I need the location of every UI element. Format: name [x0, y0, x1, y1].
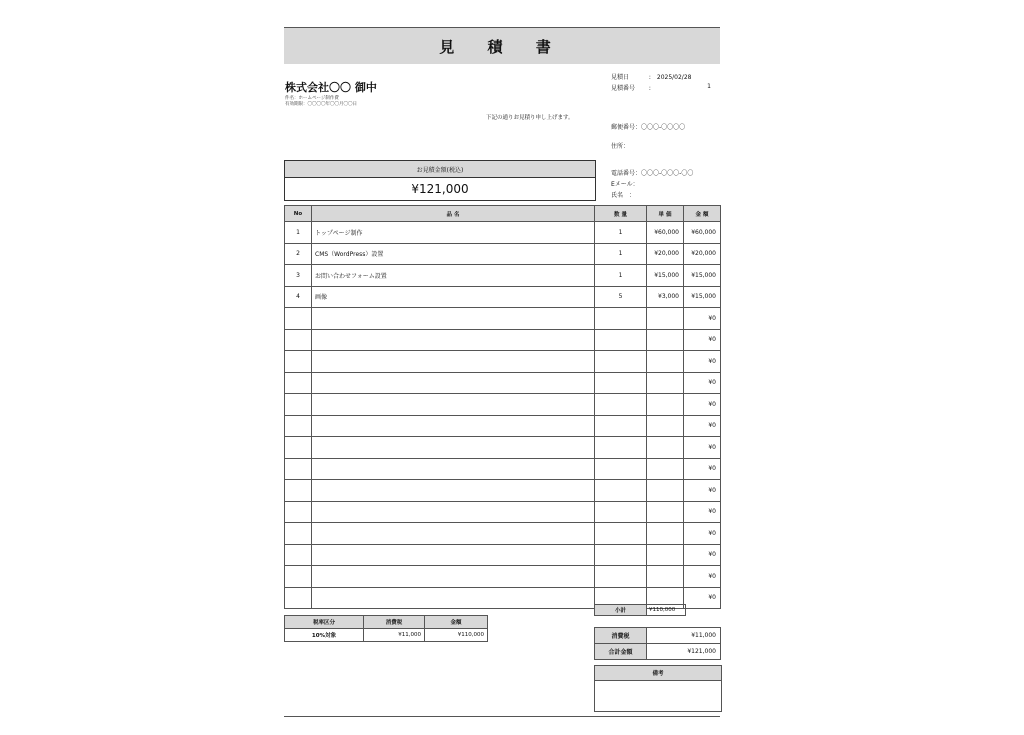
item-no: 4: [285, 286, 312, 308]
item-no: [285, 501, 312, 523]
remarks-box: [594, 665, 722, 712]
item-amount: ¥0: [684, 308, 721, 330]
totals-table: [594, 627, 721, 660]
item-qty: [595, 308, 647, 330]
item-no: 1: [285, 222, 312, 244]
item-amount: ¥0: [684, 587, 721, 609]
total-amount-box: [284, 160, 596, 201]
item-no: [285, 351, 312, 373]
item-name: [312, 351, 595, 373]
item-name: [312, 372, 595, 394]
item-unit-price: [647, 501, 684, 523]
item-no: 3: [285, 265, 312, 287]
item-amount: ¥0: [684, 415, 721, 437]
item-unit-price: [647, 372, 684, 394]
grand-total-label: 合計金額: [595, 644, 647, 660]
grand-total-value: ¥121,000: [647, 644, 721, 660]
item-unit-price: ¥60,000: [647, 222, 684, 244]
table-row: [285, 222, 721, 244]
item-name: [312, 308, 595, 330]
item-qty: [595, 372, 647, 394]
item-qty: [595, 544, 647, 566]
client-name: 株式会社〇〇 御中: [285, 81, 377, 94]
item-qty: 1: [595, 243, 647, 265]
address: 住所：: [611, 143, 630, 150]
item-name: トップページ制作: [312, 222, 595, 244]
item-unit-price: [647, 437, 684, 459]
tax-header-category: 税率区分: [285, 616, 364, 629]
item-no: [285, 544, 312, 566]
item-qty: [595, 394, 647, 416]
item-amount: ¥0: [684, 566, 721, 588]
item-unit-price: ¥3,000: [647, 286, 684, 308]
header-qty: 数 量: [595, 206, 647, 222]
item-qty: [595, 523, 647, 545]
item-amount: ¥0: [684, 394, 721, 416]
quote-date-sep: :: [648, 74, 651, 81]
header-unit-price: 単 価: [647, 206, 684, 222]
item-no: [285, 587, 312, 609]
item-unit-price: [647, 394, 684, 416]
consumption-tax-label: 消費税: [595, 628, 647, 644]
table-row: [285, 351, 721, 373]
quote-number-row: [611, 83, 711, 92]
item-amount: ¥0: [684, 329, 721, 351]
table-row: [285, 458, 721, 480]
item-name: お問い合わせフォーム設置: [312, 265, 595, 287]
item-qty: [595, 458, 647, 480]
item-no: [285, 394, 312, 416]
item-no: 2: [285, 243, 312, 265]
tax-breakdown-table: [284, 615, 488, 642]
item-no: [285, 458, 312, 480]
header-amount: 金 額: [684, 206, 721, 222]
item-name: CMS（WordPress）設置: [312, 243, 595, 265]
item-unit-price: [647, 523, 684, 545]
item-name: [312, 437, 595, 459]
item-no: [285, 437, 312, 459]
table-row: [285, 501, 721, 523]
item-amount: ¥0: [684, 480, 721, 502]
item-name: [312, 329, 595, 351]
postal-code: 郵便番号：〇〇〇-〇〇〇〇: [611, 124, 686, 131]
table-row: [285, 308, 721, 330]
tax-amount: ¥11,000: [364, 629, 425, 642]
quote-number-label: 見積番号: [611, 85, 636, 92]
item-no: [285, 329, 312, 351]
item-unit-price: [647, 458, 684, 480]
table-row: [285, 329, 721, 351]
document-title: 見 積 書: [284, 27, 720, 64]
quote-number: 1: [707, 83, 711, 90]
table-row: [285, 523, 721, 545]
total-amount-label: お見積金額(税込): [285, 161, 595, 178]
item-amount: ¥20,000: [684, 243, 721, 265]
item-qty: [595, 437, 647, 459]
item-name: [312, 587, 595, 609]
item-unit-price: [647, 351, 684, 373]
tax-header-tax: 消費税: [364, 616, 425, 629]
table-row: [285, 480, 721, 502]
item-amount: ¥0: [684, 437, 721, 459]
table-row: [285, 566, 721, 588]
item-no: [285, 415, 312, 437]
item-amount: ¥0: [684, 501, 721, 523]
table-row: [285, 415, 721, 437]
item-amount: ¥0: [684, 372, 721, 394]
item-no: [285, 308, 312, 330]
item-unit-price: [647, 308, 684, 330]
subtotal-value: ¥110,000: [647, 605, 686, 616]
item-qty: 5: [595, 286, 647, 308]
item-name: [312, 566, 595, 588]
item-no: [285, 523, 312, 545]
item-name: [312, 394, 595, 416]
item-name: [312, 523, 595, 545]
quote-date: 2025/02/28: [656, 74, 692, 81]
item-qty: [595, 566, 647, 588]
header-no: No: [285, 206, 312, 222]
subtotal-label: 小計: [595, 605, 647, 616]
validity: 有効期限：〇〇〇〇年〇〇月〇〇日: [285, 102, 357, 107]
item-amount: ¥0: [684, 351, 721, 373]
quote-number-sep: :: [648, 85, 651, 92]
table-row: [285, 394, 721, 416]
quote-date-row: [611, 72, 691, 81]
item-name: 画像: [312, 286, 595, 308]
contact-person: 氏名 ：: [611, 192, 636, 199]
subject: 件名：ホームページ制作費: [285, 96, 339, 101]
item-unit-price: [647, 544, 684, 566]
item-unit-price: [647, 480, 684, 502]
item-unit-price: ¥15,000: [647, 265, 684, 287]
intro-note: 下記の通りお見積り申し上げます。: [486, 115, 574, 121]
item-name: [312, 458, 595, 480]
item-amount: ¥15,000: [684, 265, 721, 287]
quote-date-label: 見積日: [611, 74, 630, 81]
table-row: [285, 265, 721, 287]
bottom-divider: [284, 716, 720, 717]
item-qty: [595, 329, 647, 351]
item-qty: 1: [595, 222, 647, 244]
item-no: [285, 480, 312, 502]
remarks-label: 備考: [595, 666, 721, 681]
taxable-amount: ¥110,000: [425, 629, 488, 642]
tax-header-amount: 金額: [425, 616, 488, 629]
item-name: [312, 544, 595, 566]
item-name: [312, 501, 595, 523]
total-amount-value: ¥121,000: [411, 182, 469, 196]
item-amount: ¥0: [684, 544, 721, 566]
item-qty: 1: [595, 265, 647, 287]
email: Eメール：: [611, 181, 639, 188]
phone: 電話番号：〇〇〇-〇〇〇-〇〇: [611, 170, 694, 177]
item-qty: [595, 501, 647, 523]
item-qty: [595, 415, 647, 437]
subtotal-table: [594, 604, 686, 616]
item-amount: ¥15,000: [684, 286, 721, 308]
item-no: [285, 372, 312, 394]
header-name: 品 名: [312, 206, 595, 222]
item-qty: [595, 480, 647, 502]
table-row: [285, 372, 721, 394]
tax-category: 10%対象: [285, 629, 364, 642]
item-amount: ¥60,000: [684, 222, 721, 244]
item-amount: ¥0: [684, 458, 721, 480]
consumption-tax-value: ¥11,000: [647, 628, 721, 644]
item-no: [285, 566, 312, 588]
item-unit-price: [647, 566, 684, 588]
item-unit-price: [647, 415, 684, 437]
table-row: [285, 243, 721, 265]
items-header-row: [285, 206, 721, 222]
item-name: [312, 480, 595, 502]
item-qty: [595, 351, 647, 373]
items-table: [284, 205, 721, 609]
table-row: [285, 286, 721, 308]
table-row: [285, 437, 721, 459]
item-unit-price: ¥20,000: [647, 243, 684, 265]
table-row: [285, 544, 721, 566]
item-name: [312, 415, 595, 437]
item-unit-price: [647, 329, 684, 351]
item-amount: ¥0: [684, 523, 721, 545]
